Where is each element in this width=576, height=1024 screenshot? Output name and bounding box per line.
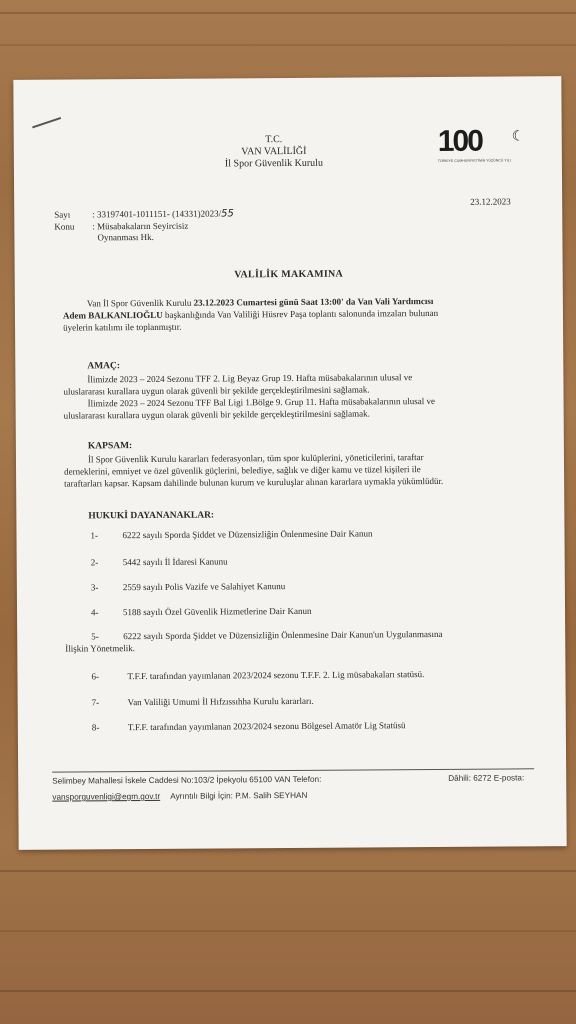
legal-item-number: 1-	[90, 530, 99, 541]
hukuki-heading: HUKUKİ DAYANANAKLAR:	[88, 510, 215, 522]
footer-info: Ayrıntılı Bilgi İçin: P.M. Salih SEYHAN	[170, 790, 308, 801]
legal-item-number: 5-	[91, 631, 99, 642]
header-valilik: VAN VALİLİĞİ	[241, 145, 307, 158]
amac-paragraph: İlimizde 2023 – 2024 Sezonu TFF 2. Lig Beyaz Grup 19. Hafta müsabakalarının ulusal ve uluslararası kurallara uygun olarak güvenli bir şekilde gerçekleştirilmesini sağlamak. İlimizde 2023 – 2024 Sezonu TFF Bal Ligi 1.Bölge 9. Grup 11. Hafta müsabakalarının ulusal ve uluslararası kurallara uygun olarak güvenli bir şekilde gerçekleştirilmesini sağlamak.	[63, 372, 436, 421]
legal-item-number: 6-	[91, 671, 100, 682]
legal-item-text: 5442 sayılı İl İdaresi Kanunu	[122, 556, 228, 568]
legal-item-number: 2-	[90, 557, 99, 568]
footer-dahili: Dâhili: 6272 E-posta:	[448, 773, 525, 783]
footer-address: Selimbey Mahallesi İskele Caddesi No:103/2 İpekyolu 65100 VAN Telefon:	[52, 774, 322, 786]
konu-value-2: Oynanması Hk.	[97, 231, 154, 243]
konu-value-1: : Müsabakaların Seyircisiz	[92, 220, 189, 232]
legal-item-text: 2559 sayılı Polis Vazife ve Salahiyet Kanunu	[122, 581, 286, 593]
kapsam-paragraph: İl Spor Güvenlik Kurulu kararları federasyonları, tüm spor kulüplerini, yöneticilerini, taraftar derneklerini, emniyet ve özel güvenlik güçlerini, belediye, sağlık ve diğer kamu ve tüzel kişileri ile taraftarları kapsar. Kapsam dahilinde bulunan kurum ve kuruluşlar alınan kararlara uymakla yükümlüdür.	[64, 452, 444, 489]
staple-mark	[32, 117, 61, 128]
legal-item-text: 5188 sayılı Özel Güvenlik Hizmetlerine Dair Kanun	[123, 605, 312, 618]
legal-item-text: T.F.F. tarafından yayımlanan 2023/2024 sezonu Bölgesel Amatör Lig Statüsü	[127, 720, 406, 733]
document-page	[13, 76, 566, 850]
crescent-star-icon: ☾	[511, 129, 525, 145]
header-tc: T.C.	[265, 134, 283, 146]
centennial-caption: TÜRKİYE CUMHURİYETİNİN YÜZÜNCÜ YILI	[437, 158, 511, 163]
sayi-label: Sayı	[54, 209, 71, 220]
document-title: VALİLİK MAKAMINA	[234, 268, 344, 281]
footer-divider	[52, 768, 534, 772]
centennial-number: 100	[437, 124, 482, 158]
kapsam-heading: KAPSAM:	[87, 441, 133, 452]
sayi-value: : 33197401-1011151- (14331)2023/55	[92, 208, 234, 220]
legal-item-number: 4-	[91, 607, 99, 618]
footer-email-row	[52, 791, 307, 802]
legal-item-number: 7-	[91, 697, 100, 708]
legal-item-number: 8-	[91, 722, 100, 733]
amac-heading: AMAÇ:	[87, 361, 121, 372]
konu-label: Konu	[54, 221, 75, 232]
legal-item-text: T.F.F. tarafından yayımlanan 2023/2024 sezonu T.F.F. 2. Lig müsabakaları statüsü.	[127, 669, 425, 682]
legal-item-text-cont: İlişkin Yönetmelik.	[65, 643, 135, 654]
centennial-logo	[438, 126, 533, 169]
legal-item-text: 6222 sayılı Sporda Şiddet ve Düzensizliğin Önlenmesine Dair Kanun	[122, 528, 373, 541]
document-date: 23.12.2023	[470, 196, 511, 207]
sayi-handwritten: 55	[221, 208, 234, 220]
header-kurul: İl Spor Güvenlik Kurulu	[224, 157, 323, 170]
legal-item-number: 3-	[90, 582, 99, 593]
legal-item-text: 6222 sayılı Sporda Şiddet ve Düzensizliğin Önlenmesine Dair Kanun'un Uygulanmasına	[123, 628, 443, 642]
intro-paragraph: Van İl Spor Güvenlik Kurulu 23.12.2023 Cumartesi günü Saat 13:00' da Van Vali Yardımcısı Adem BALKANLIOĞLU başkanlığında Van Valiliği Hüsrev Paşa toplantı salonunda imzaları bulunan üyelerin katılımı ile toplanmıştır.	[62, 295, 439, 333]
footer-email-link[interactable]: vansporguvenligi@egm.gov.tr	[52, 791, 161, 802]
legal-item-text: Van Valiliği Umumi İl Hıfzıssıhha Kurulu kararları.	[127, 695, 314, 708]
